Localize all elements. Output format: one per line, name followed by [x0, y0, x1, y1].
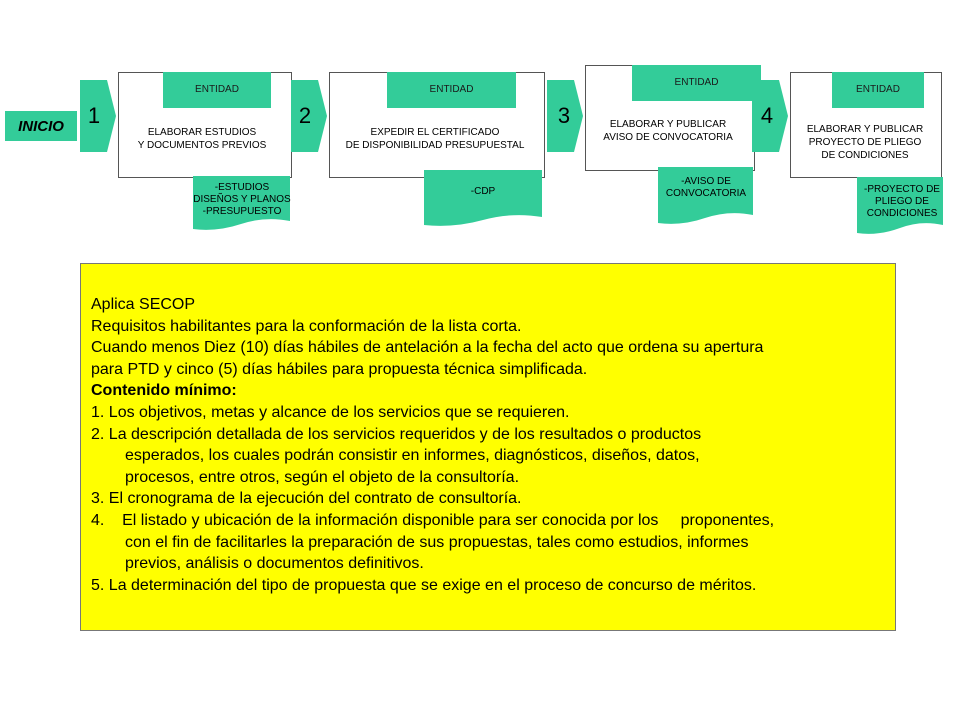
- notes-heading: Contenido mínimo:: [91, 382, 237, 400]
- step-2-number: 2: [298, 103, 312, 128]
- notes-item-2: 2. La descripción detallada de los servicios requeridos y de los resultados o productos: [91, 425, 702, 443]
- step-4-task: ELABORAR Y PUBLICAR PROYECTO DE PLIEGO DE CONDICIONES: [806, 123, 924, 161]
- step-3-entity: ENTIDAD: [632, 65, 761, 101]
- start-node: [5, 111, 77, 141]
- step-1-entity: ENTIDAD: [163, 72, 271, 108]
- notes-line-4: para PTD y cinco (5) días hábiles para propuesta técnica simplificada.: [91, 360, 588, 378]
- notes-box: [80, 263, 896, 631]
- step-2-task: EXPEDIR EL CERTIFICADO DE DISPONIBILIDAD PRESUPUESTAL: [345, 127, 525, 151]
- start-label: INICIO: [18, 117, 64, 135]
- step-1-number: 1: [87, 103, 101, 128]
- notes-line-2: Requisitos habilitantes para la conformación de la lista corta.: [91, 317, 522, 335]
- notes-item-4-cont-2: previos, análisis o documentos definitivos.: [125, 555, 424, 573]
- notes-item-4: 4. El listado y ubicación de la información disponible para ser conocida por los proponentes,: [91, 511, 775, 529]
- step-4-output: -PROYECTO DE PLIEGO DE CONDICIONES: [864, 184, 940, 219]
- step-3-output: -AVISO DE CONVOCATORIA: [665, 176, 747, 199]
- step-3-task: ELABORAR Y PUBLICAR AVISO DE CONVOCATORIA: [603, 119, 733, 143]
- step-3-number: 3: [557, 103, 571, 128]
- step-4-entity: ENTIDAD: [832, 72, 924, 108]
- notes-line-3: Cuando menos Diez (10) días hábiles de antelación a la fecha del acto que ordena su apertura: [91, 339, 764, 357]
- step-2-entity: ENTIDAD: [387, 72, 516, 108]
- notes-item-3: 3. El cronograma de la ejecución del contrato de consultoría.: [91, 490, 522, 508]
- step-1-task: ELABORAR ESTUDIOS Y DOCUMENTOS PREVIOS: [137, 127, 267, 151]
- notes-line-1: Aplica SECOP: [91, 296, 196, 313]
- notes-item-2-cont-1: esperados, los cuales podrán consistir en informes, diagnósticos, diseños, datos,: [125, 447, 700, 465]
- notes-item-1: 1. Los objetivos, metas y alcance de los servicios que se requieren.: [91, 403, 570, 421]
- step-1-output: -ESTUDIOS DISEÑOS Y PLANOS -PRESUPUESTO: [193, 182, 291, 217]
- notes-item-5: 5. La determinación del tipo de propuesta que se exige en el proceso de concurso de méritos.: [91, 576, 757, 594]
- notes-item-4-cont-1: con el fin de facilitarles la preparación de sus propuestas, tales como estudios, informes: [125, 533, 749, 551]
- step-4-number: 4: [760, 103, 774, 128]
- notes-item-2-cont-2: procesos, entre otros, según el objeto de la consultoría.: [125, 468, 520, 486]
- step-2-output: -CDP: [470, 186, 496, 197]
